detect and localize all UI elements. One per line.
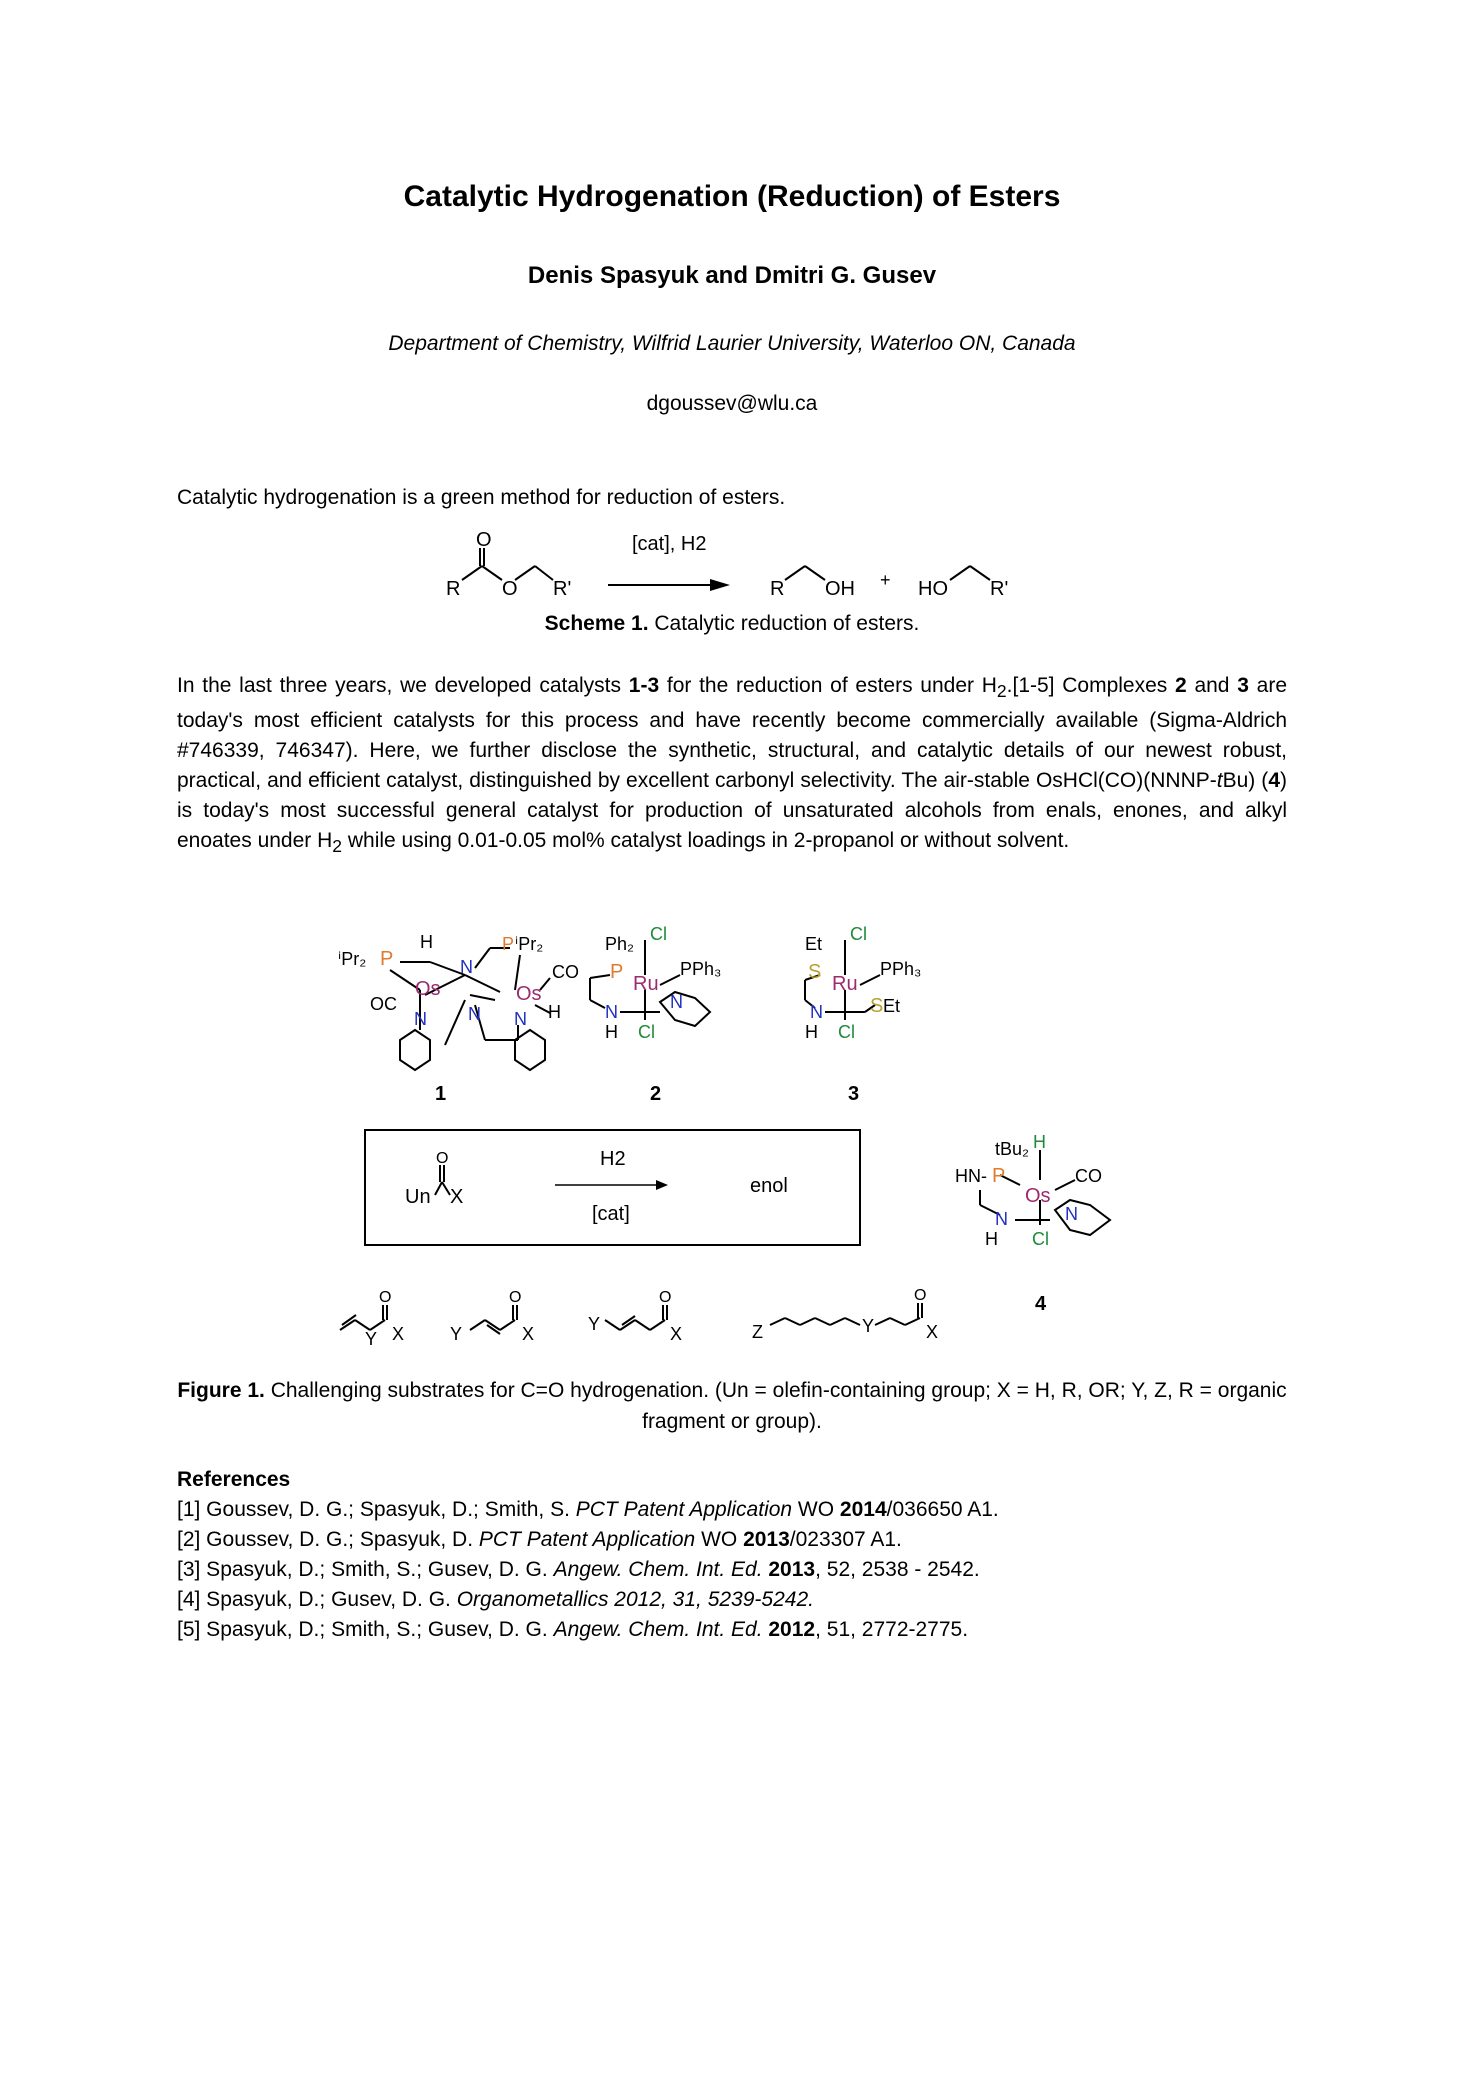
sub4-y: Y: [862, 1316, 875, 1336]
c3-cl-bottom: Cl: [838, 1022, 855, 1042]
alcohol1-structure: [785, 566, 825, 580]
alcohol1-oh: OH: [825, 578, 855, 600]
authors: Denis Spasyuk and Dmitri G. Gusev: [527, 262, 937, 289]
reference-item: [5] Spasyuk, D.; Smith, S.; Gusev, D. G. Angew. Chem. Int. Ed. 2012, 51, 2772-2775.: [177, 1618, 969, 1641]
c2-ru: Ru: [633, 973, 659, 995]
c1-co: CO: [552, 962, 579, 982]
c4-tbu2: tBu₂: [995, 1139, 1030, 1159]
c1-ipr2: ⁱPr₂: [338, 949, 367, 969]
sub3-y: Y: [588, 1314, 601, 1334]
c2-cl-top: Cl: [650, 924, 667, 944]
paper-title: Catalytic Hydrogenation (Reduction) of Esters: [403, 180, 1061, 213]
sub3-o: O: [659, 1289, 672, 1306]
references-section: [177, 1465, 1287, 1645]
scheme1-caption: [0, 612, 1464, 636]
label-complex-4: 4: [1035, 1293, 1047, 1315]
box-above-arrow: H2: [600, 1148, 626, 1170]
c1-n-mid: N: [468, 1004, 481, 1024]
c3-cl-top: Cl: [850, 924, 867, 944]
sub3-x: X: [670, 1324, 683, 1344]
c1-p-left: P: [380, 948, 394, 970]
reference-item: [2] Goussev, D. G.; Spasyuk, D. PCT Patent Application WO 2013/023307 A1.: [177, 1528, 902, 1551]
scheme1-caption-text: Catalytic reduction of esters.: [648, 612, 920, 635]
ester-r-label: R: [446, 578, 461, 600]
c4-co: CO: [1075, 1166, 1102, 1186]
sub2-y: Y: [450, 1324, 463, 1344]
c2-n-py: N: [670, 992, 683, 1012]
sub1-y: Y: [365, 1329, 378, 1349]
c2-cl-bottom: Cl: [638, 1022, 655, 1042]
box-reactant-un: Un: [405, 1186, 431, 1208]
references-heading: References: [177, 1468, 291, 1491]
c3-n: N: [810, 1002, 823, 1022]
ester-o2-label: O: [502, 578, 518, 600]
box-x-label: X: [450, 1186, 464, 1208]
reference-item: [4] Spasyuk, D.; Gusev, D. G. Organometallics 2012, 31, 5239-5242.: [177, 1588, 814, 1611]
alcohol2-r: R': [990, 578, 1009, 600]
c3-set-et: Et: [883, 996, 901, 1016]
alcohol2-structure: [950, 566, 990, 580]
figure1: [320, 920, 1160, 1370]
arrow-head: [710, 579, 730, 591]
ester-r2-label: R': [553, 578, 572, 600]
figure1-caption-label: Figure 1.: [177, 1379, 265, 1402]
ester-o-label: O: [476, 529, 492, 551]
c4-h-top: H: [1033, 1132, 1046, 1152]
c1-os-left: Os: [415, 978, 441, 1000]
ester-structure: [462, 548, 553, 580]
scheme1-caption-label: Scheme 1.: [544, 612, 649, 635]
c3-et: Et: [805, 934, 823, 954]
affiliation: Department of Chemistry, Wilfrid Laurier University, Waterloo ON, Canada: [388, 332, 1076, 355]
label-complex-3: 3: [848, 1083, 860, 1105]
c2-ph2: Ph₂: [605, 934, 635, 954]
box-o-label: O: [436, 1150, 449, 1167]
box-arrow-head: [656, 1180, 668, 1190]
c4-hn-h: HN-: [955, 1166, 987, 1186]
sub2-x: X: [522, 1324, 535, 1344]
box-carbonyl: [435, 1165, 450, 1195]
c1-n-top: N: [460, 957, 473, 977]
figure1-caption: [177, 1375, 1287, 1437]
c1-p-right: P: [502, 934, 515, 954]
c1-oc: OC: [370, 994, 397, 1014]
c1-ipr2-right: ⁱPr₂: [515, 934, 544, 954]
label-complex-1: 1: [435, 1083, 447, 1105]
sub1-o: O: [379, 1289, 392, 1306]
c4-h-bottom: H: [985, 1229, 998, 1249]
reference-item: [3] Spasyuk, D.; Smith, S.; Gusev, D. G. Angew. Chem. Int. Ed. 2013, 52, 2538 - 2542.: [177, 1558, 980, 1581]
c1-os-right: Os: [516, 983, 542, 1005]
c3-ru: Ru: [832, 973, 858, 995]
c3-s: S: [808, 961, 822, 983]
sub2-o: O: [509, 1289, 522, 1306]
box-product-enol: enol: [750, 1175, 788, 1197]
plus-sign: +: [880, 570, 891, 590]
figure1-caption-text: Challenging substrates for C=O hydrogenation. (Un = olefin-containing group; X = H, R, OR; Y, Z, R = organic fragment or group).: [264, 1379, 1287, 1433]
reaction-reagents: [cat], H2: [632, 533, 707, 555]
c4-os: Os: [1025, 1185, 1051, 1207]
substrates-row: [340, 1303, 922, 1334]
sub4-o: O: [914, 1287, 927, 1304]
c3-pph3: PPh₃: [880, 959, 922, 979]
c4-cl: Cl: [1032, 1229, 1049, 1249]
c1-h-top: H: [420, 932, 433, 952]
c1-h-right: H: [548, 1002, 561, 1022]
intro-paragraph: Catalytic hydrogenation is a green method for reduction of esters.: [177, 486, 786, 509]
scheme1-reaction: [440, 528, 1040, 613]
c2-p: P: [610, 961, 624, 983]
c3-h: H: [805, 1022, 818, 1042]
c2-pph3: PPh₃: [680, 959, 722, 979]
c4-p: P: [992, 1165, 1006, 1187]
c2-n: N: [605, 1002, 618, 1022]
body-paragraph: In the last three years, we developed catalysts 1-3 for the reduction of esters under $H_2.[1-5]$ Complexes 2 and 3 are today's most efficient catalysts for this process and have recently become commercially available (Sigma-Aldrich #746339, 746347). Here, we further disclose the synthetic, structural, and catalytic details of our newest robust, practical, and efficient catalyst, distinguished by excellent carbonyl selectivity. The air-stable OsHCl(CO)(NNNP-tBu) (4) is today's most successful general catalyst for production of unsaturated alcohols from enals, enones, and alkyl enoates under $H_2$ while using 0.01-0.05 mol% catalyst loadings in 2-propanol or without solvent.: [177, 674, 1288, 857]
sub4-x: X: [926, 1322, 939, 1342]
c4-n-py: N: [1065, 1204, 1078, 1224]
sub1-x: X: [392, 1324, 405, 1344]
c1-n-py-right: N: [514, 1009, 527, 1029]
reference-item: [1] Goussev, D. G.; Spasyuk, D.; Smith, S. PCT Patent Application WO 2014/036650 A1.: [177, 1498, 999, 1521]
c1-n-py-left: N: [414, 1009, 427, 1029]
sub4-z: Z: [752, 1322, 763, 1342]
c2-h: H: [605, 1022, 618, 1042]
box-below-arrow: [cat]: [592, 1203, 630, 1225]
alcohol2-ho: HO: [918, 578, 948, 600]
alcohol1-r: R: [770, 578, 785, 600]
label-complex-2: 2: [650, 1083, 662, 1105]
c4-n: N: [995, 1209, 1008, 1229]
c3-set-s: S: [870, 995, 884, 1017]
email: dgoussev@wlu.ca: [646, 392, 818, 415]
